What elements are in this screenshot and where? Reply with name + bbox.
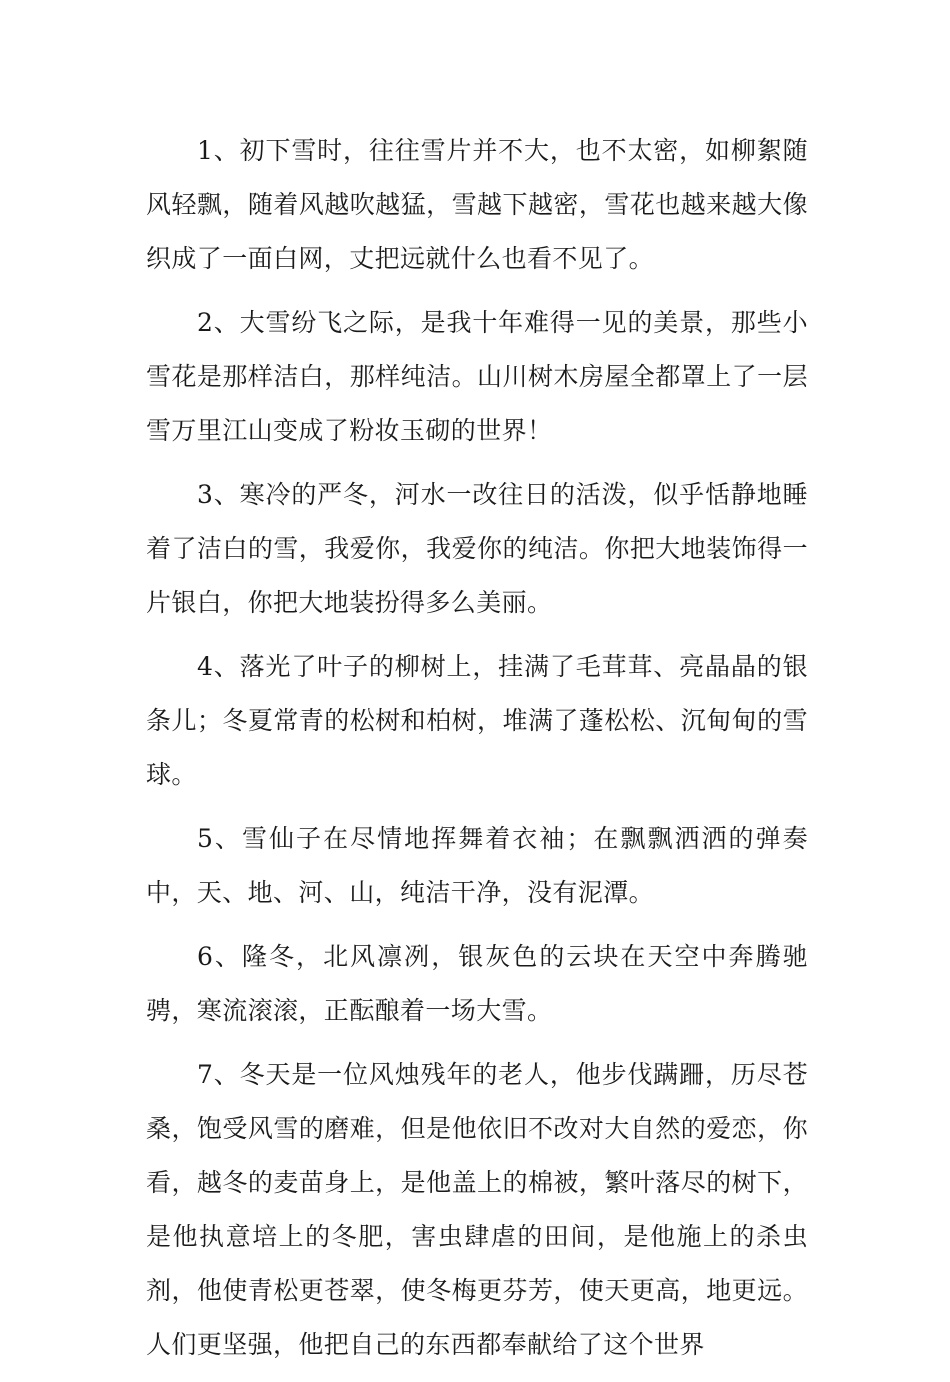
paragraph-6: 6、隆冬，北风凛冽，银灰色的云块在天空中奔腾驰骋，寒流滚滚，正酝酿着一场大雪。 (146, 942, 808, 1025)
paragraph-5: 5、雪仙子在尽情地挥舞着衣袖；在飘飘洒洒的弹奏中，天、地、河、山，纯洁干净，没有泥潭。 (146, 824, 808, 907)
paragraph-2: 2、大雪纷飞之际，是我十年难得一见的美景，那些小雪花是那样洁白，那样纯洁。山川树木房屋全都罩上了一层雪万里江山变成了粉妆玉砌的世界！ (146, 308, 808, 445)
document-body (146, 124, 808, 1382)
paragraph-4: 4、落光了叶子的柳树上，挂满了毛茸茸、亮晶晶的银条儿；冬夏常青的松树和柏树，堆满了蓬松松、沉甸甸的雪球。 (146, 652, 808, 789)
paragraph-3: 3、寒冷的严冬，河水一改往日的活泼，似乎恬静地睡着了洁白的雪，我爱你，我爱你的纯洁。你把大地装饰得一片银白，你把大地装扮得多么美丽。 (146, 480, 808, 617)
paragraph-7: 7、冬天是一位风烛残年的老人，他步伐蹒跚，历尽苍桑，饱受风雪的磨难，但是他依旧不改对大自然的爱恋，你看，越冬的麦苗身上，是他盖上的棉被，繁叶落尽的树下，是他执意培上的冬肥，害虫肆虐的田间，是他施上的杀虫剂，他使青松更苍翠，使冬梅更芬芳，使天更高，地更远。人们更坚强，他把自己的东西都奉献给了这个世界 (146, 1060, 808, 1359)
paragraph-1: 1、初下雪时，往往雪片并不大，也不太密，如柳絮随风轻飘，随着风越吹越猛，雪越下越密，雪花也越来越大像织成了一面白网，丈把远就什么也看不见了。 (146, 136, 808, 273)
